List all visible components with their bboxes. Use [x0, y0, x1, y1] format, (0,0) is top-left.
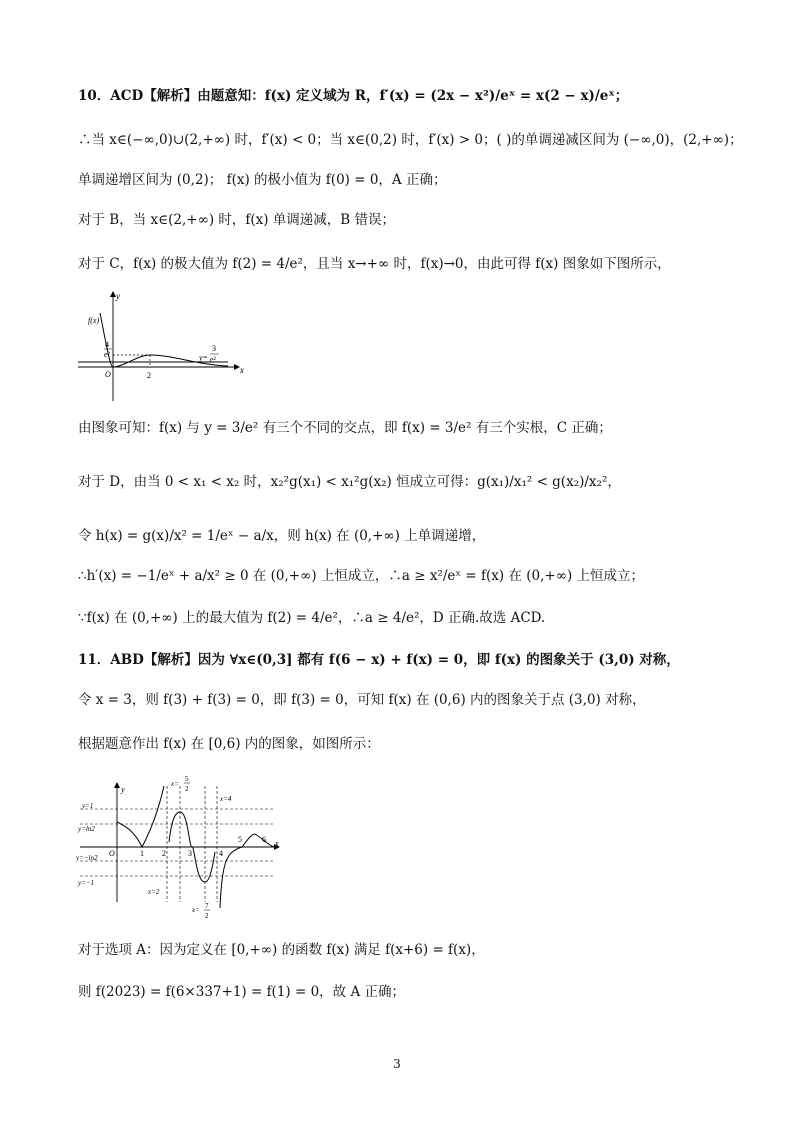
graph1-frac-bottom: e²	[104, 350, 110, 359]
q10-line-6: 由图象可知：f(x) 与 y = 3/e² 有三个不同的交点，即 f(x) = 3/e² 有三个实根，C 正确；	[78, 420, 612, 436]
graph2-vl-bottom-num: 7	[205, 902, 209, 910]
q10-line-4: 对于 B，当 x∈(2,+∞) 时，f(x) 单调递减，B 错误；	[78, 212, 396, 228]
graph1-rhs-top: 3	[212, 344, 216, 353]
graph1-fx-label: f(x)	[88, 316, 100, 325]
graph2-hline-neg-1: y=−1	[78, 879, 95, 887]
q10-line-7: 对于 D，由当 0 < x₁ < x₂ 时，x₂²g(x₁) < x₁²g(x₂) 恒成立可得：g(x₁)/x₁² < g(x₂)/x₂²，	[78, 474, 621, 490]
graph-fx-2	[76, 772, 286, 922]
graph2-tick-4: 4	[219, 849, 223, 858]
q11-line-1: 11．ABD【解析】因为 ∀x∈(0,3] 都有 f(6 − x) + f(x) = 0，即 f(x) 的图象关于 (3,0) 对称，	[78, 652, 680, 668]
graph1-y-label: y	[116, 291, 120, 301]
q11-line-4: 对于选项 A：因为定义在 [0,+∞) 的函数 f(x) 满足 f(x+6) = f(x)，	[78, 942, 485, 958]
graph1-origin: O	[105, 370, 111, 379]
graph-fx-1	[78, 283, 258, 408]
page-number: 3	[393, 1057, 401, 1071]
graph2-hline-ln2: y=ln2	[78, 825, 95, 833]
graph2-tick-5: 5	[238, 835, 242, 844]
graph1-rhs-bottom: e²	[210, 355, 216, 364]
q10-line-1: 10．ACD【解析】由题意知：f(x) 定义域为 R，f′(x) = (2x − x²)/eˣ = x(2 − x)/eˣ；	[78, 88, 629, 104]
graph2-vl-bottom: x=	[192, 906, 200, 914]
q10-line-5: 对于 C，f(x) 的极大值为 f(2) = 4/e²，且当 x→+∞ 时，f(x)→0，由此可得 f(x) 图象如下图所示，	[78, 256, 671, 272]
q11-line-3: 根据题意作出 f(x) 在 [0,6) 内的图象，如图所示：	[78, 736, 380, 752]
q10-line-9: ∴h′(x) = −1/eˣ + a/x² ≥ 0 在 (0,+∞) 上恒成立，∴a ≥ x²/eˣ = f(x) 在 (0,+∞) 上恒成立；	[78, 568, 645, 584]
graph1-frac-top: 4	[105, 340, 109, 349]
graph2-vl-bottom-den: 2	[205, 912, 209, 920]
graph2-vl-top-num: 5	[185, 775, 189, 783]
graph2-tick-2: 2	[162, 849, 166, 858]
graph2-hline-neg-ln2: y=−ln2	[76, 854, 98, 862]
q10-line-8: 令 h(x) = g(x)/x² = 1/eˣ − a/x，则 h(x) 在 (0,+∞) 上单调递增，	[78, 528, 486, 544]
q11-line-5: 则 f(2023) = f(6×337+1) = f(1) = 0，故 A 正确；	[78, 984, 405, 1000]
q10-line-3: 单调递增区间为 (0,2)； f(x) 的极小值为 f(0) = 0，A 正确；	[78, 172, 447, 188]
graph2-tick-3: 3	[188, 849, 192, 858]
graph2-origin: O	[109, 849, 115, 858]
graph1-x-label: x	[240, 365, 244, 375]
q11-line-2: 令 x = 3，则 f(3) + f(3) = 0，即 f(3) = 0，可知 f(x) 在 (0,6) 内的图象关于点 (3,0) 对称，	[78, 692, 646, 708]
graph2-hline-1: y=1	[82, 802, 94, 810]
graph1-y-eq: y=	[199, 353, 208, 362]
q10-line-2: ∴当 x∈(−∞,0)∪(2,+∞) 时，f′(x) < 0；当 x∈(0,2) 时，f′(x) > 0；( )的单调递减区间为 (−∞,0)，(2,+∞)；	[78, 132, 743, 148]
graph2-vl-x2: x=2	[148, 888, 160, 896]
graph2-vl-x4: x=4	[220, 795, 232, 803]
graph2-tick-6: 6	[262, 835, 266, 844]
graph1-tick-2: 2	[147, 371, 151, 380]
graph2-vl-top-den: 2	[185, 785, 189, 793]
graph2-tick-1: 1	[140, 849, 144, 858]
graph2-y-label: y	[121, 785, 125, 794]
q10-line-10: ∵f(x) 在 (0,+∞) 上的最大值为 f(2) = 4/e²，∴a ≥ 4/e²，D 正确.故选 ACD.	[78, 610, 546, 626]
graph2-vl-top: x=	[171, 780, 179, 788]
graph2-x-label: x	[275, 839, 279, 848]
